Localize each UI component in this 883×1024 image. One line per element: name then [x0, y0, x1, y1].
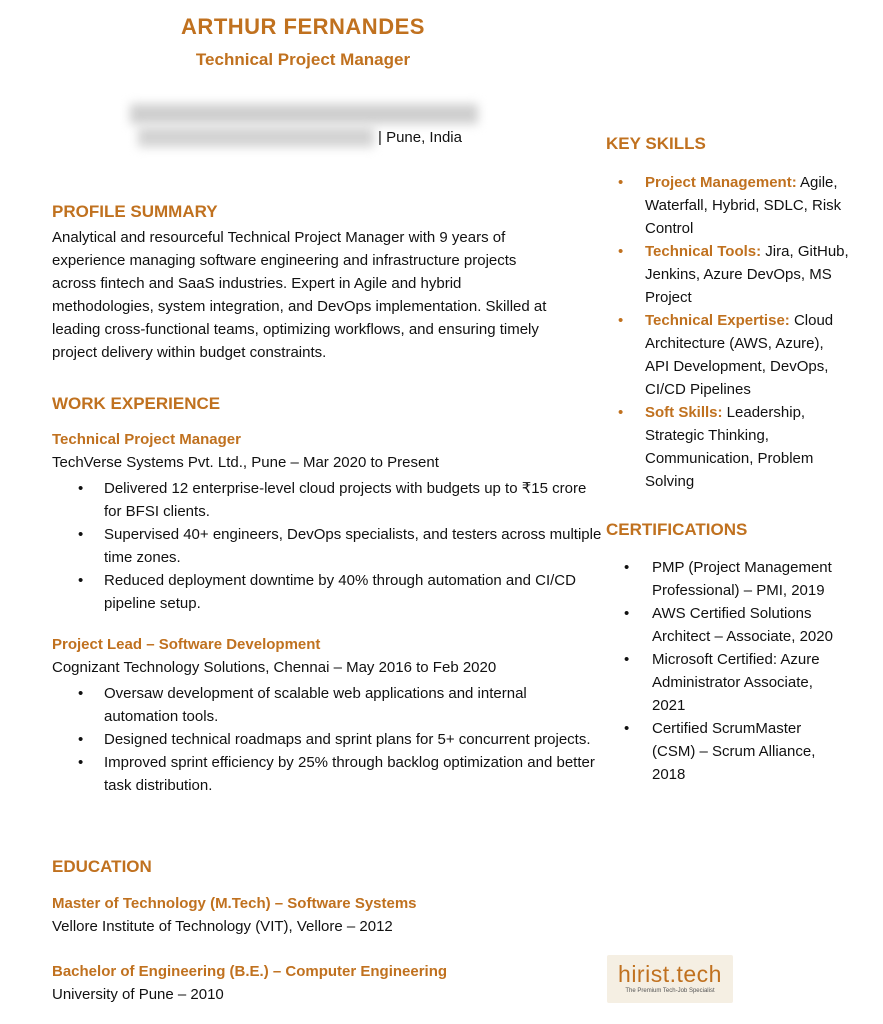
job-bullet: • Reduced deployment downtime by 40% through automation and CI/CD pipeline setup. — [104, 569, 604, 615]
profile-summary-text: Analytical and resourceful Technical Project Manager with 9 years of experience managing software engineering and infrastructure projects across fintech and SaaS industries. Expert in Agile and hybrid methodologies, system integration, and DevOps implementation. Skilled at leading cross-functional teams, optimizing workflows, and ensuring timely project delivery within budget constraints. — [52, 229, 547, 361]
logo-tagline: The Premium Tech-Job Specialist — [625, 988, 715, 994]
skill-item — [645, 240, 850, 309]
job-organization: Cognizant Technology Solutions, Chennai – May 2016 to Feb 2020 — [52, 659, 497, 676]
skill-item — [645, 401, 850, 493]
work-experience-heading: WORK EXPERIENCE — [52, 394, 221, 413]
redacted-contact-line-1 — [130, 104, 478, 124]
hirist-logo — [607, 955, 733, 1003]
key-skills-list — [645, 171, 850, 493]
logo-wordmark: hirist.tech — [618, 961, 722, 987]
skill-label: Technical Expertise: — [645, 312, 790, 329]
certification-item: • Certified ScrumMaster (CSM) – Scrum Alliance, 2018 — [652, 717, 842, 786]
job-bullet: • Supervised 40+ engineers, DevOps specialists, and testers across multiple time zones. — [104, 523, 604, 569]
candidate-name: ARTHUR FERNANDES — [181, 14, 425, 39]
certification-item: • Microsoft Certified: Azure Administrator Associate, 2021 — [652, 648, 842, 717]
redacted-contact-line-2 — [138, 127, 374, 147]
education-degree: Master of Technology (M.Tech) – Software Systems — [52, 895, 417, 912]
key-skills-heading: KEY SKILLS — [606, 134, 706, 153]
skill-value: Cloud Architecture (AWS, Azure), API Development, DevOps, CI/CD Pipelines — [645, 312, 834, 398]
skill-item — [645, 309, 850, 401]
job-bullet: • Oversaw development of scalable web applications and internal automation tools. — [104, 682, 604, 728]
job-bullet: • Designed technical roadmaps and sprint plans for 5+ concurrent projects. — [104, 728, 604, 751]
skill-label: Project Management: — [645, 174, 797, 191]
skill-item — [645, 171, 850, 240]
certifications-heading: CERTIFICATIONS — [606, 520, 748, 539]
skill-value: Jira, GitHub, Jenkins, Azure DevOps, MS Project — [645, 243, 849, 306]
certification-item: • AWS Certified Solutions Architect – Associate, 2020 — [652, 602, 842, 648]
education-heading: EDUCATION — [52, 857, 152, 876]
job-bullet-list — [52, 477, 604, 615]
certification-item: • PMP (Project Management Professional) – PMI, 2019 — [652, 556, 842, 602]
profile-summary-heading: PROFILE SUMMARY — [52, 202, 218, 221]
skill-value: Agile, Waterfall, Hybrid, SDLC, Risk Control — [645, 174, 842, 237]
education-degree: Bachelor of Engineering (B.E.) – Computer Engineering — [52, 963, 448, 980]
contact-location: | Pune, India — [378, 129, 462, 146]
education-institution: Vellore Institute of Technology (VIT), Vellore – 2012 — [52, 918, 393, 935]
education-institution: University of Pune – 2010 — [52, 986, 224, 1003]
certifications-list — [652, 556, 842, 786]
skill-value: Leadership, Strategic Thinking, Communication, Problem Solving — [645, 404, 814, 490]
job-bullet-list — [52, 682, 604, 797]
job-bullet: • Delivered 12 enterprise-level cloud projects with budgets up to ₹15 crore for BFSI clients. — [104, 477, 604, 523]
candidate-title: Technical Project Manager — [195, 50, 411, 69]
job-title: Technical Project Manager — [52, 431, 241, 448]
skill-label: Technical Tools: — [645, 243, 762, 260]
job-title: Project Lead – Software Development — [52, 636, 321, 653]
job-bullet: • Improved sprint efficiency by 25% through backlog optimization and better task distribution. — [104, 751, 604, 797]
job-organization: TechVerse Systems Pvt. Ltd., Pune – Mar 2020 to Present — [52, 454, 439, 471]
skill-label: Soft Skills: — [645, 404, 723, 421]
